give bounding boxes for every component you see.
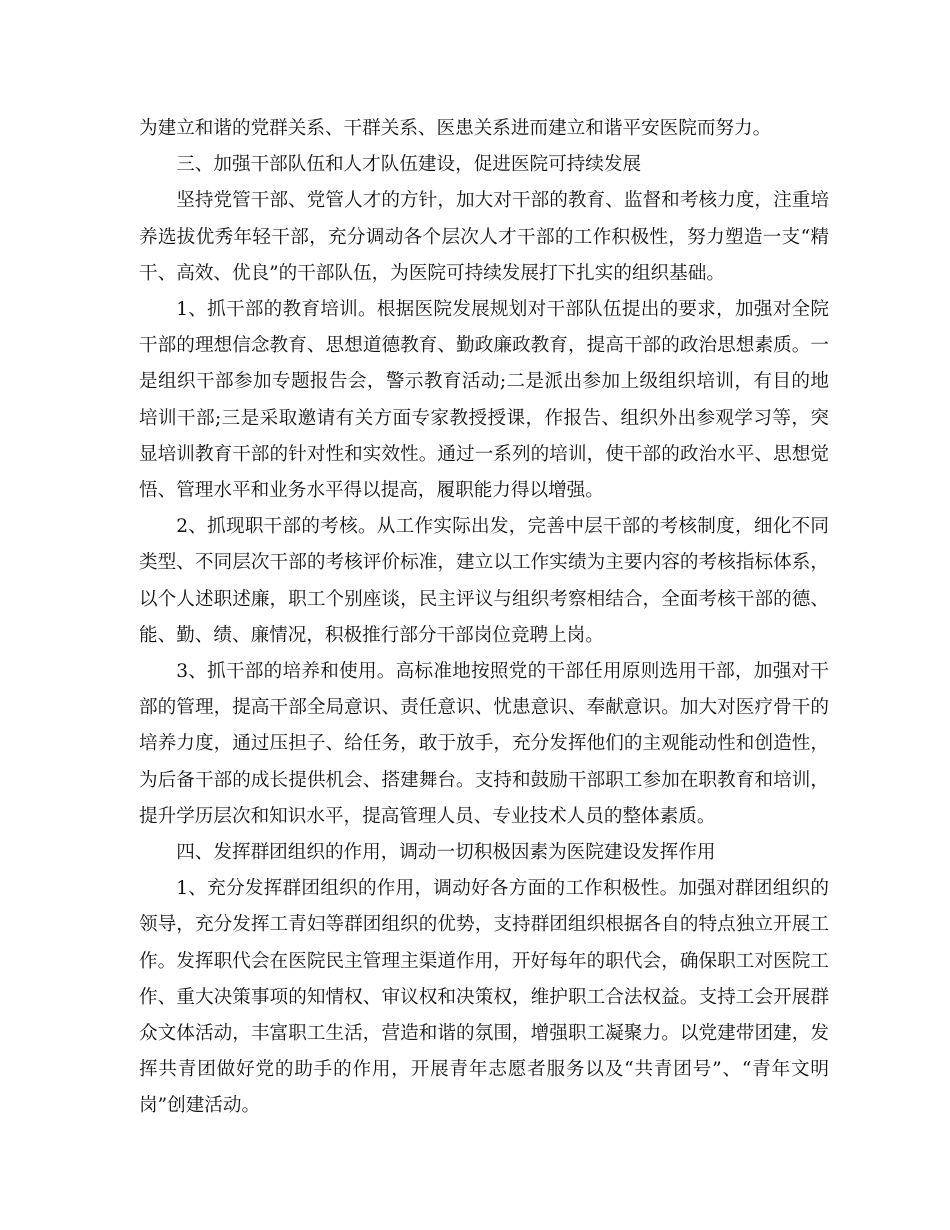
paragraph-item-1-education: 1、抓干部的教育培训。根据医院发展规划对干部队伍提出的要求，加强对全院干部的理想信念教育、思想道德教育、勤政廉政教育，提高干部的政治思想素质。一是组织干部参加专题报告会，警示教育活动;二是派出参加上级组织培训，有目的地培训干部;三是采取邀请有关方面专家教授授课，作报告、组织外出参观学习等，突显培训教育干部的针对性和实效性。通过一系列的培训，使干部的政治水平、思想觉悟、管理水平和业务水平得以提高，履职能力得以增强。 xyxy=(139,299,829,502)
section-heading-three: 三、加强干部队伍和人才队伍建设，促进医院可持续发展 xyxy=(176,154,642,176)
document-page xyxy=(139,111,829,1125)
paragraph-item-3-cultivation: 3、抓干部的培养和使用。高标准地按照党的干部任用原则选用干部，加强对干部的管理，提高干部全局意识、责任意识、忧患意识、奉献意识。加大对医疗骨干的培养力度，通过压担子、给任务，敢于放手，充分发挥他们的主观能动性和创造性，为后备干部的成长提供机会、搭建舞台。支持和鼓励干部职工参加在职教育和培训，提升学历层次和知识水平，提高管理人员、专业技术人员的整体素质。 xyxy=(139,661,829,827)
paragraph-item-1-mass-organizations: 1、充分发挥群团组织的作用，调动好各方面的工作积极性。加强对群团组织的领导，充分发挥工青妇等群团组织的优势，支持群团组织根据各自的特点独立开展工作。发挥职代会在医院民主管理主渠道作用，开好每年的职代会，确保职工对医院工作、重大决策事项的知情权、审议权和决策权，维护职工合法权益。支持工会开展群众文体活动，丰富职工生活，营造和谐的氛围，增强职工凝聚力。以党建带团建，发挥共青团做好党的助手的作用，开展青年志愿者服务以及“共青团号”、“青年文明岗”创建活动。 xyxy=(139,878,829,1117)
paragraph-item-2-assessment: 2、抓现职干部的考核。从工作实际出发，完善中层干部的考核制度，细化不同类型、不同层次干部的考核评价标准，建立以工作实绩为主要内容的考核指标体系，以个人述职述廉，职工个别座谈，民主评议与组织考察相结合，全面考核干部的德、能、勤、绩、廉情况，积极推行部分干部岗位竞聘上岗。 xyxy=(139,516,829,646)
paragraph-continuation: 为建立和谐的党群关系、干群关系、医患关系进而建立和谐平安医院而努力。 xyxy=(139,118,772,139)
paragraph-section-three-intro: 坚持党管干部、党管人才的方针，加大对干部的教育、监督和考核力度，注重培养选拔优秀年轻干部，充分调动各个层次人才干部的工作积极性，努力塑造一支“精干、高效、优良”的干部队伍，为医院可持续发展打下扎实的组织基础。 xyxy=(139,190,829,284)
section-heading-four: 四、发挥群团组织的作用，调动一切积极因素为医院建设发挥作用 xyxy=(176,842,716,864)
